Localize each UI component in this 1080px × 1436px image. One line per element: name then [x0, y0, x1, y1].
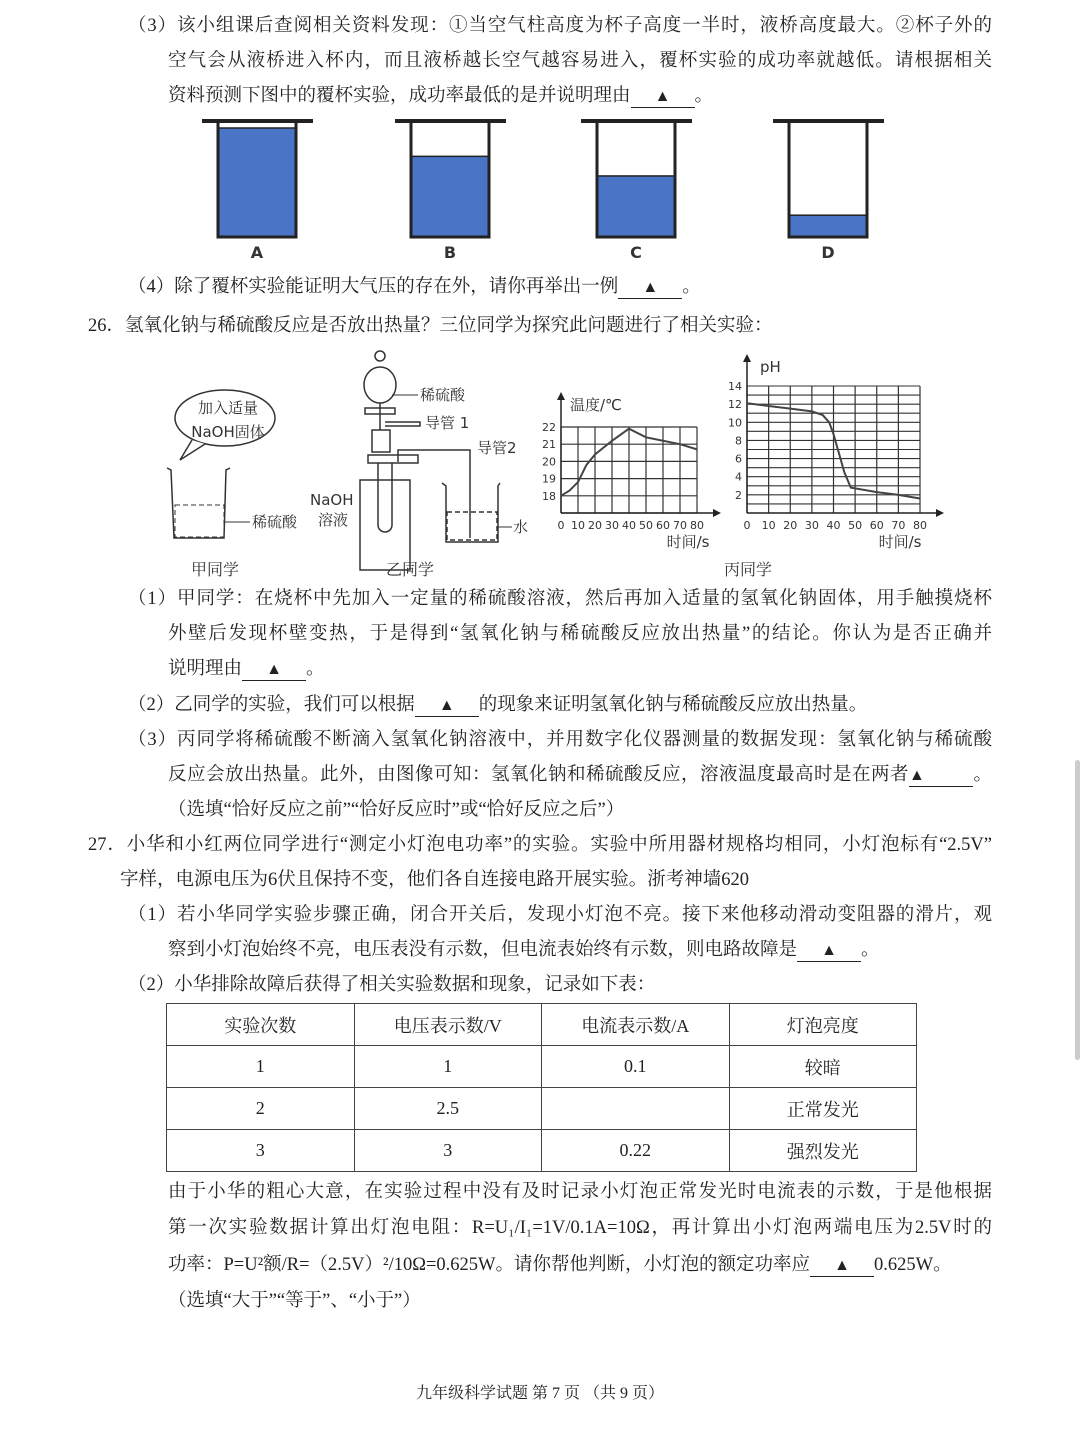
header-cell: 电压表示数/V [354, 1004, 542, 1046]
x-tick-label: 0 [743, 519, 751, 532]
text-segment: 说明理由 [168, 659, 243, 679]
data-point [586, 464, 587, 465]
cell: 3 [354, 1130, 542, 1172]
text-segment: 。 [306, 659, 325, 679]
cell: 强烈发光 [729, 1130, 917, 1172]
cell [542, 1088, 730, 1130]
cell: 较暗 [729, 1046, 917, 1088]
text-segment: （2）小华排除故障后获得了相关实验数据和现象，记录如下表： [128, 975, 656, 995]
naoh-label: NaOH [310, 491, 354, 509]
text-segment: （选填“大于”“等于”、“小于”） [168, 1291, 421, 1311]
data-point [569, 490, 570, 491]
text-segment: 字样，电源电压为6伏且保持不变，他们各自连接电路开展实验。浙考神墙620 [120, 870, 750, 890]
cell: 2 [167, 1088, 355, 1130]
text-line [168, 657, 325, 681]
data-point [790, 408, 791, 409]
caption-yi: 乙同学 [385, 560, 435, 579]
text-segment: 27．小华和小红两位同学进行“测定小灯泡电功率”的实验。实验中所用器材规格均相同，小灯泡标有“2.5V” [88, 835, 992, 855]
text-segment: （2）乙同学的实验，我们可以根据 [128, 695, 415, 715]
y-tick-label: 21 [542, 438, 556, 452]
answer-blank: ▲ [415, 696, 479, 717]
cell: 0.22 [542, 1130, 730, 1172]
text-segment: （选填“恰好反应之前”“恰好反应时”或“恰好反应之后”） [168, 800, 625, 820]
text-line [120, 868, 749, 892]
data-point [746, 403, 747, 404]
data-point [898, 494, 899, 495]
text-segment: 。 [972, 765, 992, 785]
cup-label: D [821, 243, 835, 262]
x-tick-label: 10 [761, 519, 776, 532]
x-tick-label: 50 [639, 519, 653, 532]
table-header-row [167, 1004, 917, 1046]
text-line [88, 833, 992, 857]
bing-charts [0, 0, 1080, 600]
data-point [611, 440, 612, 441]
text-segment: 由于小华的粗心大意，在实验过程中没有及时记录小灯泡正常发光时电流表的示数，于是他根据 [168, 1182, 992, 1202]
tube1-label: 导管 1 [425, 414, 470, 432]
data-point [844, 472, 845, 473]
x-tick-label: 60 [656, 519, 670, 532]
x-tick-label: 70 [673, 519, 687, 532]
data-point [822, 414, 823, 415]
cup-label: A [250, 243, 264, 262]
cup-label: C [630, 243, 642, 262]
data-point [560, 495, 561, 496]
data-point [594, 454, 595, 455]
text-line [168, 1289, 421, 1313]
answer-blank: ▲ [810, 1256, 874, 1277]
data-point [696, 449, 697, 450]
cup-label: B [443, 243, 457, 262]
text-line [168, 798, 624, 822]
text-line [168, 1180, 992, 1204]
y-tick-label: 20 [542, 455, 556, 469]
text-segment: 0.625W。 [873, 1255, 952, 1275]
cell: 1 [354, 1046, 542, 1088]
text-segment: （4）除了覆杯实验能证明大气压的存在外，请你再举出一例 [128, 277, 619, 297]
x-tick-label: 20 [588, 519, 602, 532]
answer-blank: ▲ [631, 87, 695, 108]
x-tick-label: 40 [826, 519, 841, 532]
tube2-label: 导管2 [477, 439, 517, 457]
text-segment: 的现象来证明氢氧化钠与稀硫酸反应放出热量。 [478, 695, 868, 715]
y-tick-label: 12 [728, 398, 742, 412]
text-line [168, 1253, 952, 1277]
x-tick-label: 0 [557, 519, 565, 532]
text-segment: 。 [682, 277, 701, 297]
data-table [166, 1003, 917, 1172]
y-tick-label: 22 [542, 421, 556, 434]
caption-jia: 甲同学 [190, 560, 240, 579]
text-line [128, 973, 655, 997]
data-point [679, 444, 680, 445]
text-segment: 空气会从液桥进入杯内，而且液桥越长空气越容易进入，覆杯实验的成功率就越低。请根据相关 [168, 51, 992, 71]
data-point [850, 487, 851, 488]
y-tick-label: 8 [735, 434, 742, 448]
y-tick-label: 18 [542, 489, 556, 503]
x-tick-label: 40 [622, 519, 636, 532]
table-row [167, 1046, 917, 1088]
text-segment: （1）甲同学：在烧杯中先加入一定量的稀硫酸溶液，然后再加入适量的氢氧化钠固体，用手触摸烧杯 [128, 589, 992, 609]
chart-0 [542, 392, 721, 551]
data-point [662, 440, 663, 441]
data-point [919, 498, 920, 499]
text-segment: 外壁后发现杯壁变热，于是得到“氢氧化钠与稀硫酸反应放出热量”的结论。你认为是否正确并 [168, 624, 992, 644]
water-label: 水 [513, 518, 529, 536]
header-cell: 电流表示数/A [542, 1004, 730, 1046]
page-footer: 九年级科学试题 第 7 页 （共 9 页） [415, 1385, 664, 1402]
y-tick-label: 10 [728, 416, 742, 430]
chart-1 [728, 354, 944, 551]
data-point [628, 428, 629, 429]
text-line [128, 693, 867, 717]
header-cell: 实验次数 [167, 1004, 355, 1046]
x-tick-label: 80 [913, 519, 927, 532]
x-tick-label: 50 [848, 519, 863, 532]
text-line [168, 622, 992, 646]
data-point [829, 422, 830, 423]
data-point [645, 437, 646, 438]
data-point [833, 433, 834, 434]
text-segment: 。 [861, 940, 880, 960]
x-tick-label: 10 [571, 519, 585, 532]
data-point [577, 481, 578, 482]
x-axis-label: 时间/s [666, 533, 710, 551]
text-segment: 第一次实验数据计算出灯泡电阻：R=U₁/I₁=1V/0.1A=10Ω，再计算出小灯泡两端电压为2.5V时的 [168, 1218, 992, 1238]
text-segment: 26．氢氧化钠与稀硫酸反应是否放出热量？三位同学为探究此问题进行了相关实验： [88, 316, 773, 336]
y-axis-label: 温度/℃ [570, 396, 622, 414]
text-line [168, 1216, 992, 1240]
x-tick-label: 30 [804, 519, 819, 532]
y-tick-label: 14 [728, 380, 742, 393]
x-tick-label: 30 [605, 519, 619, 532]
text-line [128, 728, 992, 752]
answer-blank: ▲ [909, 766, 973, 787]
cell: 2.5 [354, 1088, 542, 1130]
text-segment: 资料预测下图中的覆杯实验，成功率最低的是并说明理由 [168, 86, 631, 106]
cell: 3 [167, 1130, 355, 1172]
y-tick-label: 2 [735, 488, 742, 502]
caption-bing: 丙同学 [723, 560, 773, 579]
cell: 正常发光 [729, 1088, 917, 1130]
scrollbar[interactable] [1075, 760, 1080, 1060]
bubble-line-2: NaOH固体 [191, 423, 265, 441]
acid-label: 稀硫酸 [252, 513, 298, 531]
text-segment: 。 [694, 86, 714, 106]
x-tick-label: 70 [891, 519, 906, 532]
y-axis-label: pH [760, 358, 781, 376]
y-tick-label: 4 [735, 470, 742, 484]
text-line [168, 763, 992, 787]
text-segment: 察到小灯泡始终不亮，电压表没有示数，但电流表始终有示数，则电路故障是 [168, 940, 798, 960]
x-tick-label: 60 [869, 519, 884, 532]
x-tick-label: 20 [783, 519, 798, 532]
data-point [768, 405, 769, 406]
solution-label: 溶液 [318, 511, 349, 529]
x-tick-label: 80 [690, 519, 704, 532]
text-segment: （3）该小组课后查阅相关资料发现：①当空气柱高度为杯子高度一半时，液桥高度最大。②杯子外的 [128, 16, 992, 36]
data-point [876, 492, 877, 493]
bubble-line-1: 加入适量 [197, 399, 259, 417]
answer-blank: ▲ [242, 660, 306, 681]
table-row [167, 1130, 917, 1172]
y-tick-label: 6 [735, 452, 742, 466]
x-axis-label: 时间/s [878, 533, 922, 551]
table-row [167, 1088, 917, 1130]
text-line [128, 903, 992, 927]
text-segment: （3）丙同学将稀硫酸不断滴入氢氧化钠溶液中，并用数字化仪器测量的数据发现：氢氧化钠与稀硫酸 [128, 730, 992, 750]
text-segment: 功率：P=U²额/R=（2.5V）²/10Ω=0.625W。请你帮他判断，小灯泡的额定功率应 [168, 1255, 810, 1275]
data-point [811, 411, 812, 412]
cell: 0.1 [542, 1046, 730, 1088]
text-segment: （1）若小华同学实验步骤正确，闭合开关后，发现小灯泡不亮。接下来他移动滑动变阻器的滑片，观 [128, 905, 992, 925]
acid-label: 稀硫酸 [420, 386, 466, 404]
text-line [168, 938, 880, 962]
cell: 1 [167, 1046, 355, 1088]
answer-blank: ▲ [797, 941, 861, 962]
y-tick-label: 19 [542, 472, 556, 486]
text-segment: 反应会放出热量。此外，由图像可知：氢氧化钠和稀硫酸反应，溶液温度最高时是在两者 [168, 765, 909, 785]
header-cell: 灯泡亮度 [729, 1004, 917, 1046]
answer-blank: ▲ [618, 278, 682, 299]
